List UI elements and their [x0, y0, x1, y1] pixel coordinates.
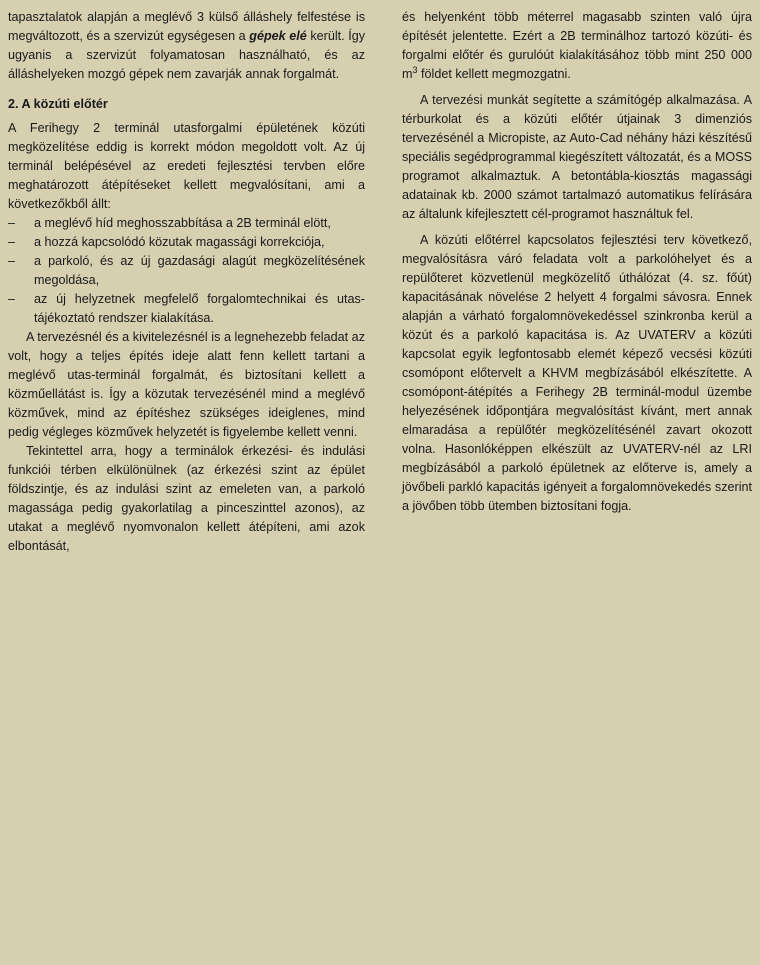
task-list	[8, 214, 365, 328]
paragraph-access: A Ferihegy 2 terminál utasforgalmi épületének közúti megközelítése eddig is korrekt módon megoldott volt. Az új terminál belépésével az eredeti fejlesztési tervben előre meghatározott átépítéseket kellett megvalósítani, ami a következőkből állt:	[8, 121, 365, 211]
list-item: – a parkoló, és az új gazdasági alagút megközelítésének megoldása,	[8, 252, 365, 290]
text-run: került. Így ugyanis a szervizút folyamatosan használható, és az álláshelyeken mozgó gépek nem zavarják annak forgalmát.	[8, 29, 365, 81]
paragraph-intro	[8, 8, 365, 84]
list-item: – a meglévő híd meghosszabbítása a 2B terminál elött,	[8, 214, 365, 233]
section-heading: 2. A közúti előtér	[8, 97, 108, 111]
right-column	[402, 8, 752, 516]
left-column	[8, 8, 365, 556]
text-run: földet kellett megmozgatni.	[417, 67, 571, 81]
paragraph-levels: Tekintettel arra, hogy a terminálok érkezési- és indulási funkciói térben elkülönülnek (az érkezési szint az épület földszintje, és az indulási szint az emeleten van, a parkoló magassága pedig gyakorlatilag a pinceszinttel azonos), az utakat a meglévő nyomvonalon kellett átépíteni, ami azok elbontását,	[8, 444, 365, 553]
superscript: 3	[412, 64, 418, 75]
list-item: – az új helyzetnek megfelelő forgalomtechnikai és utas-tájékoztató rendszer kialakítása.	[8, 290, 365, 328]
emphasis-text: gépek elé	[249, 29, 307, 43]
text-run: és helyenként több méterrel magasabb szinten való újra építését jelentette. Ezért a 2B terminálhoz tartozó közúti- és forgalmi előtér és gurulóút kialakításához több mint 250 000 m	[402, 10, 752, 81]
paragraph-difficulty: A tervezésnél és a kivitelezésnél is a legnehezebb feladat az volt, hogy a teljes építés ideje alatt fenn kellett tartani a meglévő utas-terminál forgalmát, és biztosítani kellett a közműellátást is. Így a közutak tervezésénél mind a meglévő közművek, mind az építéshez szükséges ideiglenes, mind pedig végleges közművek helyzetét is figyelembe kellett venni.	[8, 330, 365, 439]
paragraph-earthwork	[402, 8, 752, 84]
text-run: tapasztalatok alapján a meglévő 3 külső álláshely felfestése is megváltozott, és a szervizút egységesen a	[8, 10, 365, 43]
paragraph-development-plan: A közúti előtérrel kapcsolatos fejlesztési terv következő, megvalósításra váró feladata volt a parkolóhelyet és a repülőteret közvetlenül megközelítő úthálózat (4. sz. főút) kapacitásának növelése 2 helyett 4 forgalmi sávosra. Ennek alapján a várható forgalomnövekedéssel szinkronba kerül a közút és a parkoló kapacitása is. Az UVATERV a közúti kapcsolat egyik legfontosabb elemét képező vecsési közúti csomópont előtervelt a KHVM megbízásából elkészítette. A csomópont-átépítés a Ferihegy 2B terminál-modul üzembe helyezésének időpontjára megvalósítást kívánt, mert annak elmaradása a repülőtér megközelítésénél zavart okozott volna. Hasonlóképpen elkészült az UVATERV-nél az LRI megbízásából a parkoló épületnek az előterve is, amely a jövőbeli parkló kapacitás igényeit a forgalomnövekedés szerint a jövőben több ütemben biztosítani fogja.	[402, 233, 752, 513]
paragraph-computer-design: A tervezési munkát segítette a számítógép alkalmazása. A térburkolat és a közúti előtér útjainak 3 dimenziós tervezésénél a Micropiste, az Auto-Cad néhány házi készítésű speciális segédprogrammal kiegészített változatát, és a MOSS programot alkalmaztuk. A betontábla-kiosztás magassági adatainak kb. 2000 számot tartalmazó automatikus felírására az általunk kifejlesztett cél-programot használtuk fel.	[402, 93, 752, 221]
list-item: – a hozzá kapcsolódó közutak magassági korrekciója,	[8, 233, 365, 252]
